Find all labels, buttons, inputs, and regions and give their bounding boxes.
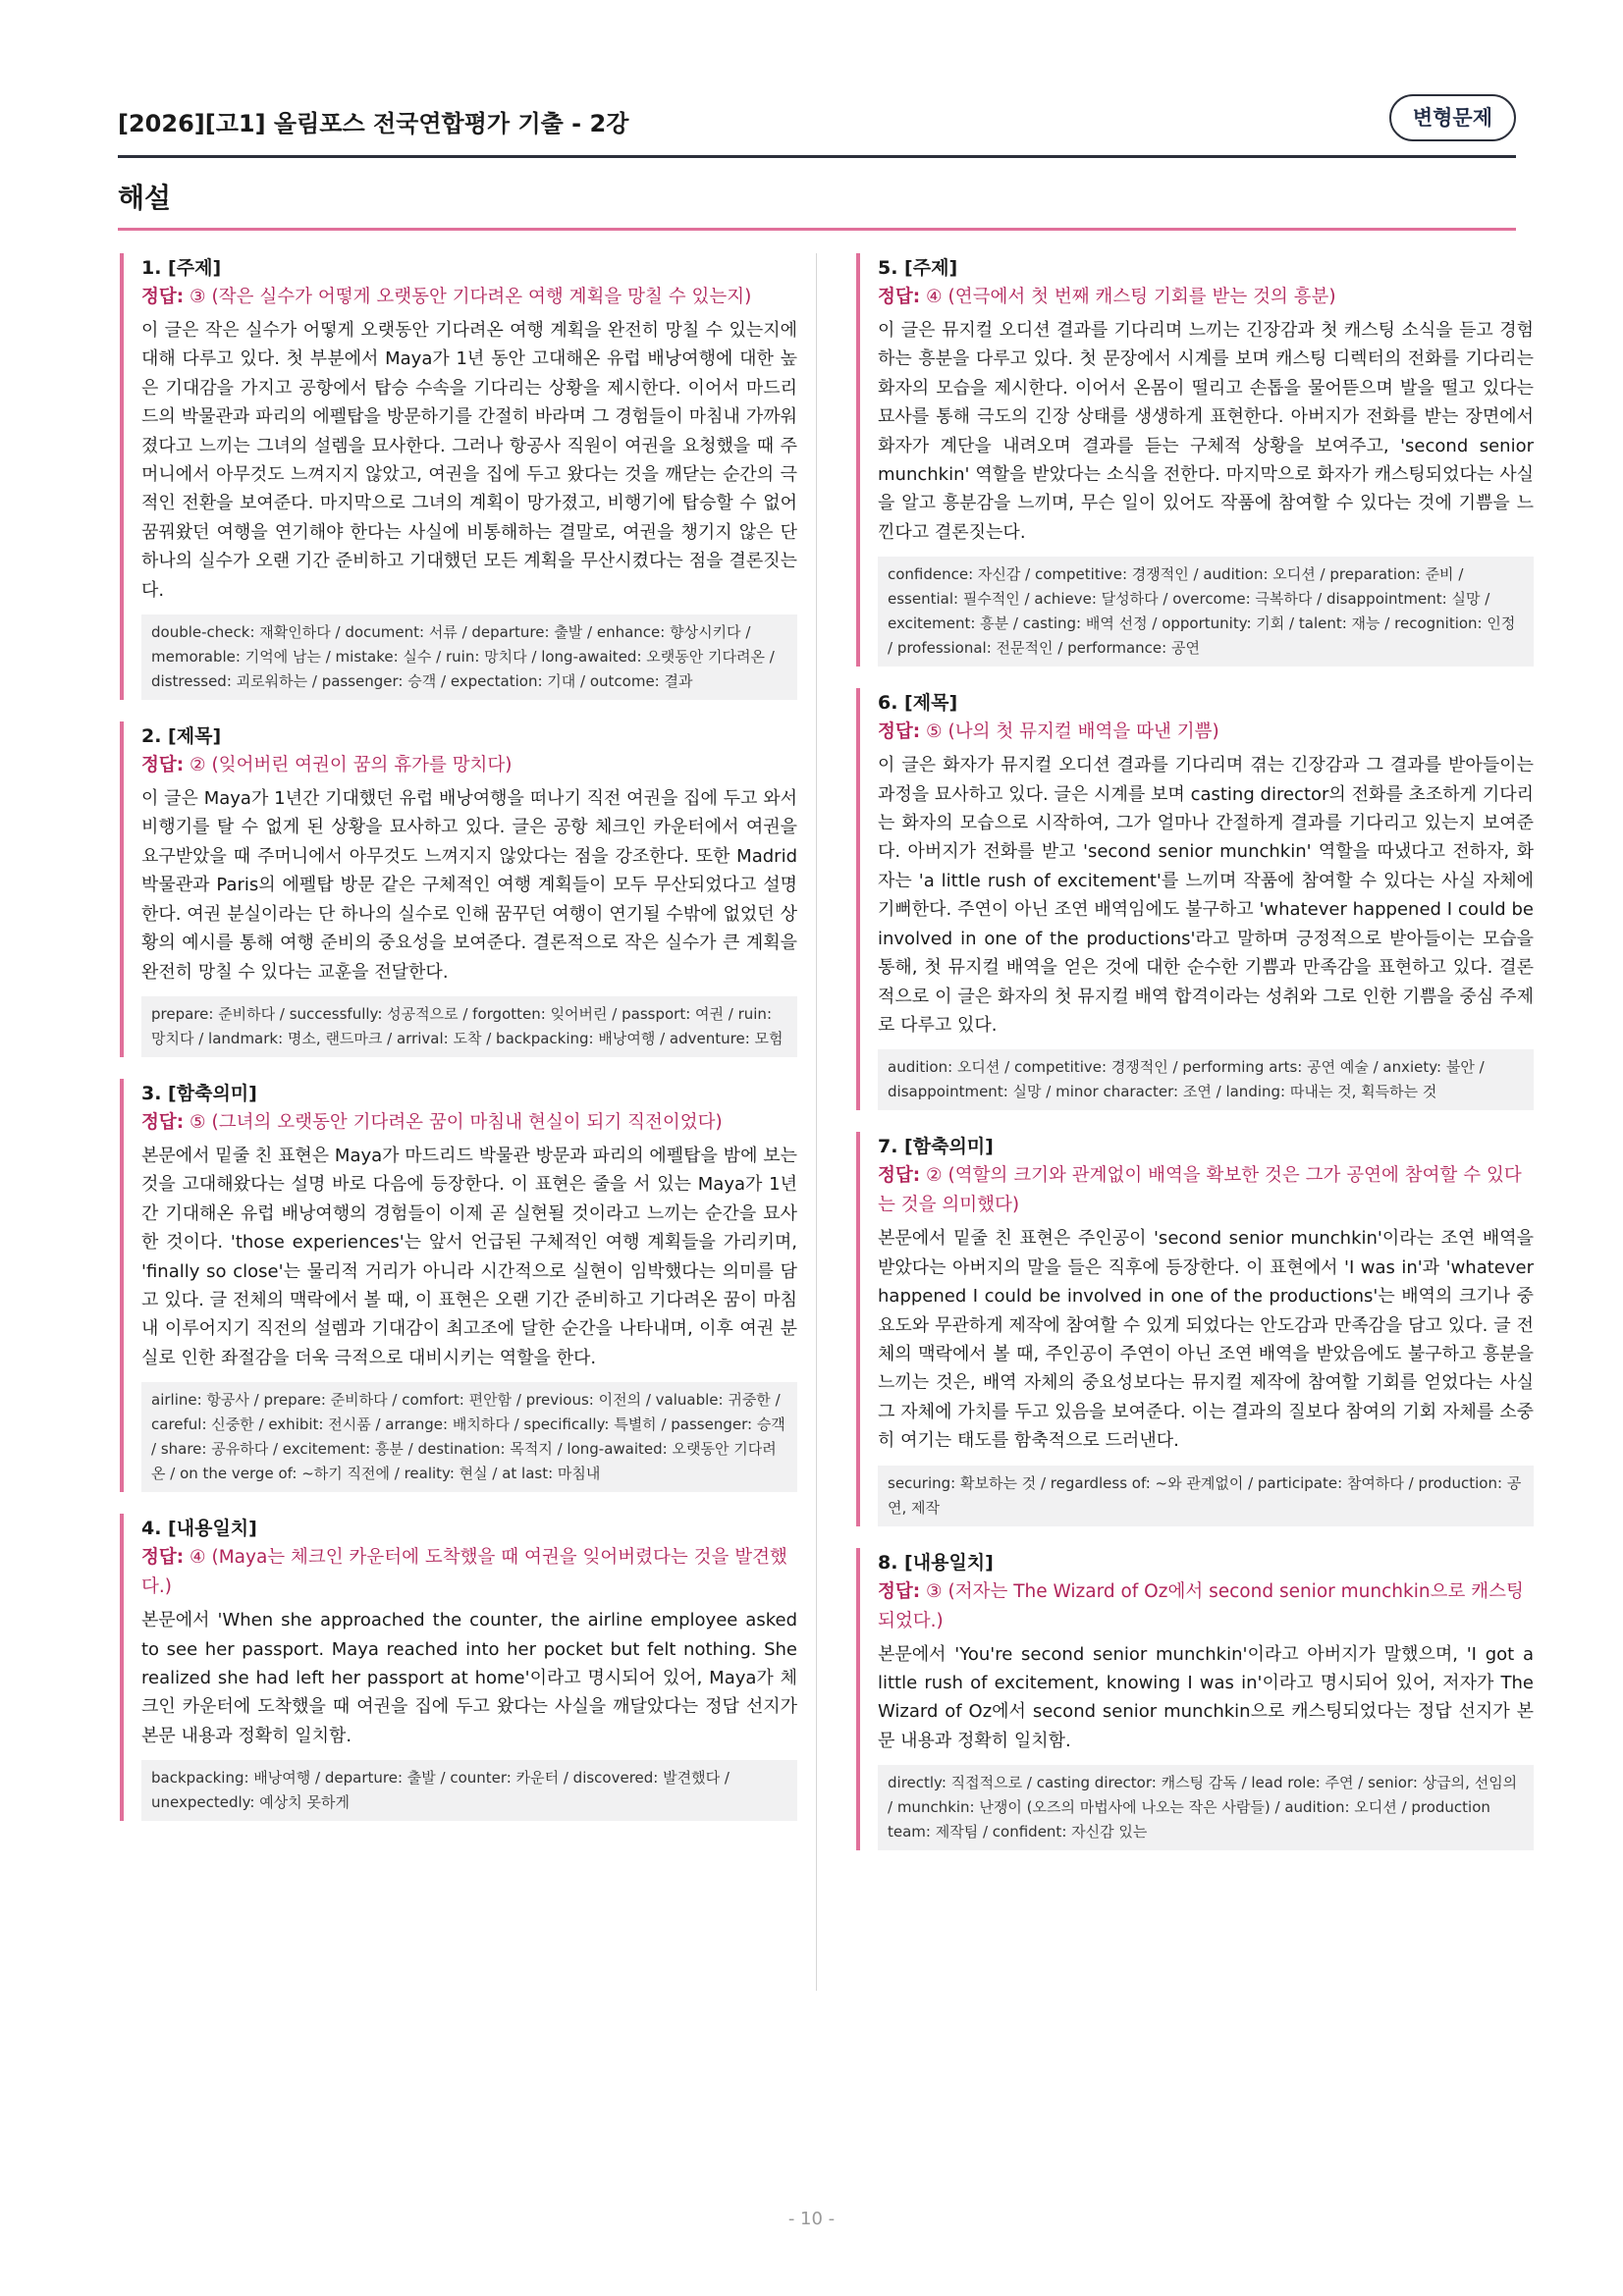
answer-text: ⑤ (그녀의 오랫동안 기다려온 꿈이 마침내 현실이 되기 직전이었다) <box>189 1111 723 1133</box>
vocabulary-box: prepare: 준비하다 / successfully: 성공적으로 / forgotten: 잊어버린 / passport: 여권 / ruin: 망치다 / landmark: 명소, 랜드마크 / arrival: 도착 / backpacking: 배낭여행 / adventure: 모험 <box>141 996 797 1057</box>
answer-label: 정답: <box>141 755 185 776</box>
answer-label: 정답: <box>878 1580 921 1602</box>
vocabulary-box: double-check: 재확인하다 / document: 서류 / departure: 출발 / enhance: 향상시키다 / memorable: 기억에 남는 / mistake: 실수 / ruin: 망치다 / long-awaited: 오랫동안 기다려온 / distressed: 괴로워하는 / passenger: 승객 / expectation: 기대 / outcome: 결과 <box>141 614 797 700</box>
answer-text: ⑤ (나의 첫 뮤지컬 배역을 따낸 기쁨) <box>926 721 1219 743</box>
answer-label: 정답: <box>141 1547 185 1569</box>
answer-text: ② (역할의 크기와 관계없이 배역을 확보한 것은 그가 공연에 참여할 수 있다는 것을 의미했다) <box>878 1165 1522 1216</box>
page-number: - 10 - <box>787 2209 836 2229</box>
answer-label: 정답: <box>878 287 921 307</box>
question-title: 8. [내용일치] <box>878 1551 994 1574</box>
explanation-text: 본문에서 밑줄 친 표현은 주인공이 'second senior munchkin'이라는 조연 배역을 받았다는 아버지의 말을 들은 직후에 등장한다. 이 표현에서 'I was in'과 'whatever happened I could be involved in one of the productions'는 배역의 크기나 중요도와 무관하게 제작에 참여할 수 있게 되었다는 안도감과 만족감을 담고 있다. 글 전체의 맥락에서 볼 때, 주인공이 주연이 아닌 조연 배역을 받았음에도 불구하고 흥분을 느끼는 것은, 배역 자체의 중요성보다는 뮤지컬 제작에 참여할 기회를 얻었다는 사실 그 자체에 가치를 두고 있음을 보여준다. 이는 결과의 질보다 참여의 기회 자체를 소중히 여기는 태도를 함축적으로 드러낸다. <box>878 1228 1534 1452</box>
question-explanation-5 <box>856 253 1534 667</box>
question-explanation-4 <box>120 1514 797 1821</box>
variant-badge: 변형문제 <box>1389 94 1516 141</box>
vocabulary-box: securing: 확보하는 것 / regardless of: ~와 관계없이 / participate: 참여하다 / production: 공연, 제작 <box>878 1466 1534 1526</box>
vocabulary-box: backpacking: 배낭여행 / departure: 출발 / counter: 카운터 / discovered: 발견했다 / unexpectedly: 예상치 못하게 <box>141 1760 797 1821</box>
answer-line <box>878 718 1534 747</box>
question-title: 7. [함축의미] <box>878 1136 994 1158</box>
vocabulary-box: audition: 오디션 / competitive: 경쟁적인 / performing arts: 공연 예술 / anxiety: 불안 / disappointment: 실망 / minor character: 조연 / landing: 따내는 것, 획득하는 것 <box>878 1049 1534 1110</box>
question-explanation-8 <box>856 1548 1534 1851</box>
explanation-text: 본문에서 'When she approached the counter, the airline employee asked to see her passport. Maya reached into her pocket but felt nothing. She realized she had left her passport at home'이라고 명시되어 있어, Maya가 체크인 카운터에 도착했을 때 여권을 집에 두고 왔다는 사실을 깨달았다는 정답 선지가 본문 내용과 정확히 일치함. <box>141 1610 797 1746</box>
section-divider <box>118 228 1516 231</box>
question-explanation-3 <box>120 1079 797 1492</box>
column-divider <box>816 253 817 1991</box>
question-title: 3. [함축의미] <box>141 1082 257 1104</box>
question-explanation-1 <box>120 253 797 700</box>
explanation-text: 이 글은 화자가 뮤지컬 오디션 결과를 기다리며 겪는 긴장감과 그 결과를 받아들이는 과정을 묘사하고 있다. 글은 시계를 보며 casting director의 전화를 초조하게 기다리는 화자의 모습으로 시작하여, 그가 얼마나 간절하게 결과를 기다리고 있는지 보여준다. 아버지가 전화를 받고 'second senior munchkin' 역할을 따냈다고 전하자, 화자는 'a little rush of excitement'를 느끼며 작품에 참여할 수 있다는 사실 자체에 기뻐한다. 주연이 아닌 조연 배역임에도 불구하고 'whatever happened I could be involved in one of the productions'라고 말하며 긍정적으로 받아들이는 모습을 통해, 첫 뮤지컬 배역을 얻은 것에 대한 순수한 기쁨과 만족감을 표현하고 있다. 결론적으로 이 글은 화자의 첫 뮤지컬 배역 합격이라는 성취와 그로 인한 기쁨을 중심 주제로 다루고 있다. <box>878 755 1534 1036</box>
answer-line <box>878 283 1534 312</box>
answer-label: 정답: <box>141 287 185 307</box>
answer-text: ④ (Maya는 체크인 카운터에 도착했을 때 여권을 잊어버렸다는 것을 발견했다.) <box>141 1547 787 1598</box>
vocabulary-box: confidence: 자신감 / competitive: 경쟁적인 / audition: 오디션 / preparation: 준비 / essential: 필수적인 / achieve: 달성하다 / overcome: 극복하다 / disappointment: 실망 / excitement: 흥분 / casting: 배역 선정 / opportunity: 기회 / talent: 재능 / recognition: 인정 / professional: 전문적인 / performance: 공연 <box>878 557 1534 667</box>
question-explanation-2 <box>120 721 797 1057</box>
answer-line <box>141 283 797 312</box>
document-title: [2026][고1] 올림포스 전국연합평가 기출 - 2강 <box>118 110 629 137</box>
explanation-text: 본문에서 밑줄 친 표현은 Maya가 마드리드 박물관 방문과 파리의 에펠탑을 밤에 보는 것을 고대해왔다는 설명 바로 다음에 등장한다. 이 표현은 줄을 서 있는 Maya가 1년간 기대해온 유럽 배낭여행의 경험들이 이제 곧 실현될 것이라고 느끼는 순간을 묘사한 것이다. 'those experiences'는 앞서 언급된 구체적인 여행 계획들을 가리키며, 'finally so close'는 물리적 거리가 아니라 시간적으로 실현이 임박했다는 의미를 담고 있다. 글 전체의 맥락에서 볼 때, 이 표현은 오랜 기간 준비하고 기다려온 꿈이 마침내 이루어지기 직전의 설렘과 기대감이 최고조에 달한 순간을 나타내며, 이후 여권 분실로 인한 좌절감을 더욱 극적으로 대비시키는 역할을 한다. <box>141 1145 797 1368</box>
answer-text: ④ (연극에서 첫 번째 캐스팅 기회를 받는 것의 흥분) <box>926 287 1336 307</box>
question-title: 1. [주제] <box>141 257 222 279</box>
explanation-text: 이 글은 Maya가 1년간 기대했던 유럽 배낭여행을 떠나기 직전 여권을 집에 두고 와서 비행기를 탈 수 없게 된 상황을 묘사하고 있다. 글은 공항 체크인 카운터에서 여권을 요구받았을 때 주머니에서 아무것도 느껴지지 않았다는 점을 강조한다. 또한 Madrid 박물관과 Paris의 에펠탑 방문 같은 구체적인 여행 계획들이 모두 무산되었다고 설명한다. 여권 분실이라는 단 하나의 실수로 인해 꿈꾸던 여행이 연기될 수밖에 없었던 상황의 예시를 통해 여행 준비의 중요성을 보여준다. 결론적으로 작은 실수가 큰 계획을 완전히 망칠 수 있다는 교훈을 전달한다. <box>141 788 797 983</box>
answer-line <box>141 1108 797 1138</box>
vocabulary-box: airline: 항공사 / prepare: 준비하다 / comfort: 편안함 / previous: 이전의 / valuable: 귀중한 / careful: 신중한 / exhibit: 전시품 / arrange: 배치하다 / specifically: 특별히 / passenger: 승객 / share: 공유하다 / excitement: 흥분 / destination: 목적지 / long-awaited: 오랫동안 기다려온 / on the verge of: ~하기 직전에 / reality: 현실 / at last: 마침내 <box>141 1382 797 1492</box>
page-header <box>118 94 1516 158</box>
answer-line <box>878 1161 1534 1220</box>
left-column <box>120 253 797 1842</box>
answer-label: 정답: <box>878 721 921 743</box>
explanation-text: 이 글은 작은 실수가 어떻게 오랫동안 기다려온 여행 계획을 완전히 망칠 수 있는지에 대해 다루고 있다. 첫 부분에서 Maya가 1년 동안 고대해온 유럽 배낭여행에 대한 높은 기대감을 가지고 공항에서 탑승 수속을 기다리는 상황을 제시한다. 이어서 마드리드의 박물관과 파리의 에펠탑을 방문하기를 간절히 바라며 그 경험들이 마침내 가까워졌다고 느끼는 그녀의 설렘을 묘사한다. 그러나 항공사 직원이 여권을 요청했을 때 주머니에서 아무것도 느껴지지 않았고, 여권을 집에 두고 왔다는 것을 깨닫는 순간의 극적인 전환을 보여준다. 마지막으로 그녀의 계획이 망가졌고, 비행기에 탑승할 수 없어 꿈꿔왔던 여행을 연기해야 한다는 사실에 비통해하는 결말로, 여권을 챙기지 않은 단 하나의 실수가 오랜 기간 준비하고 기대했던 모든 계획을 무산시켰다는 점을 결론짓는다. <box>141 320 797 601</box>
question-title: 4. [내용일치] <box>141 1518 257 1540</box>
question-explanation-6 <box>856 688 1534 1110</box>
explanation-text: 이 글은 뮤지컬 오디션 결과를 기다리며 느끼는 긴장감과 첫 캐스팅 소식을 듣고 경험하는 흥분을 다루고 있다. 첫 문장에서 시계를 보며 캐스팅 디렉터의 전화를 기다리는 화자의 모습을 제시한다. 이어서 온몸이 떨리고 손톱을 물어뜯으며 발을 떨고 있다는 묘사를 통해 극도의 긴장 상태를 생생하게 표현한다. 아버지가 전화를 받는 장면에서 화자가 계단을 내려오며 결과를 듣는 구체적 상황을 보여주고, 'second senior munchkin' 역할을 받았다는 소식을 전한다. 마지막으로 화자가 캐스팅되었다는 사실을 알고 흥분감을 느끼며, 무슨 일이 있어도 작품에 참여할 수 있다는 것에 기쁨을 느낀다고 결론짓는다. <box>878 320 1534 543</box>
answer-line <box>141 1543 797 1602</box>
answer-text: ③ (저자는 The Wizard of Oz에서 second senior munchkin으로 캐스팅되었다.) <box>878 1580 1524 1631</box>
answer-text: ② (잊어버린 여권이 꿈의 휴가를 망치다) <box>189 755 513 776</box>
answer-line <box>141 751 797 780</box>
question-title: 5. [주제] <box>878 257 958 279</box>
answer-label: 정답: <box>141 1111 185 1133</box>
question-explanation-7 <box>856 1132 1534 1525</box>
question-title: 6. [제목] <box>878 692 958 715</box>
vocabulary-box: directly: 직접적으로 / casting director: 캐스팅 감독 / lead role: 주연 / senior: 상급의, 선임의 / munchkin: 난쟁이 (오즈의 마법사에 나오는 작은 사람들) / audition: 오디션 / production team: 제작팀 / confident: 자신감 있는 <box>878 1765 1534 1850</box>
answer-text: ③ (작은 실수가 어떻게 오랫동안 기다려온 여행 계획을 망칠 수 있는지) <box>189 287 752 307</box>
answer-line <box>878 1577 1534 1636</box>
answer-label: 정답: <box>878 1165 921 1187</box>
right-column <box>856 253 1534 1872</box>
explanation-text: 본문에서 'You're second senior munchkin'이라고 아버지가 말했으며, 'I got a little rush of excitement, knowing I was in'이라고 명시되어 있어, 저자가 The Wizard of Oz에서 second senior munchkin으로 캐스팅되었다는 정답 선지가 본문 내용과 정확히 일치함. <box>878 1643 1534 1751</box>
question-title: 2. [제목] <box>141 725 222 748</box>
section-title: 해설 <box>118 182 172 214</box>
